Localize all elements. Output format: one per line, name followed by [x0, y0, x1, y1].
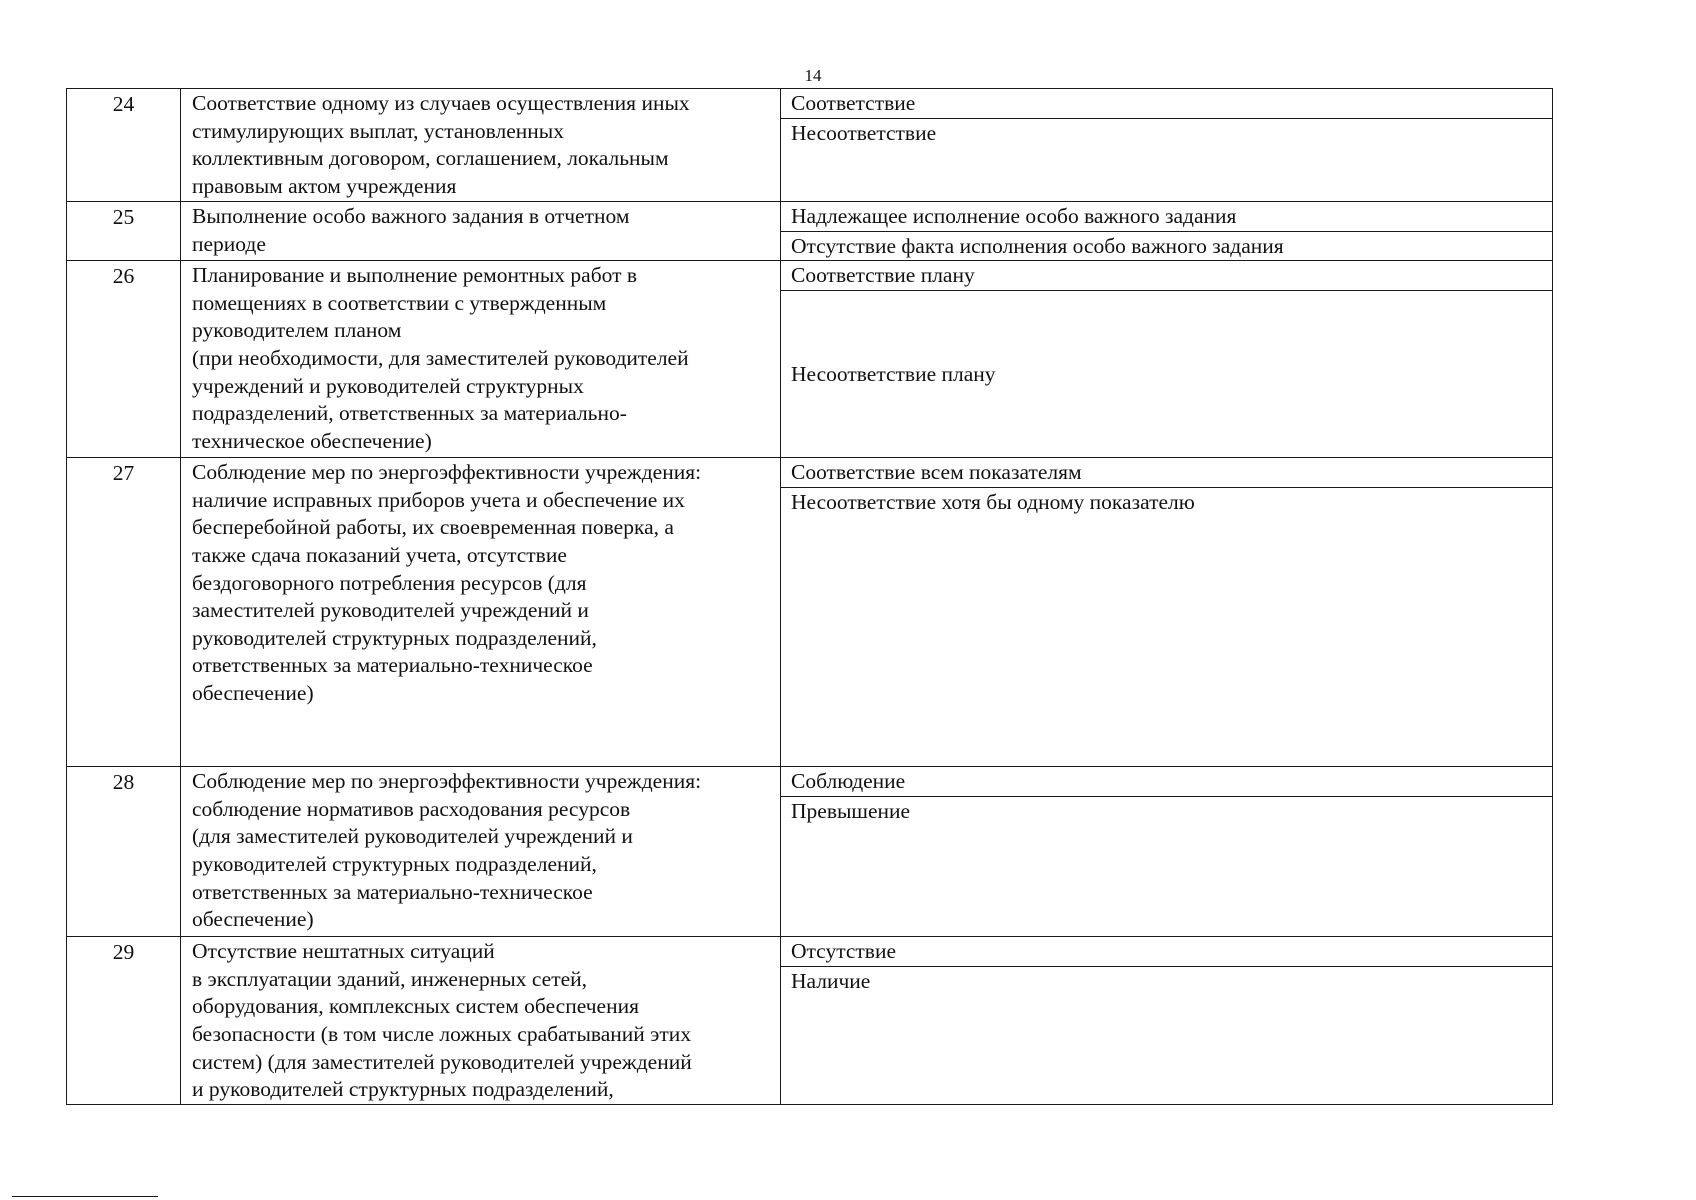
criterion-cell — [181, 767, 781, 937]
evaluation-option: Превышение — [781, 796, 1552, 936]
criterion-cell — [181, 89, 781, 202]
criterion-text: Соответствие одному из случаев осуществления иных стимулирующих выплат, установленных коллективным договором, соглашением, локальным правовым актом учреждения — [192, 91, 690, 198]
row-number: 25 — [67, 202, 181, 261]
evaluation-option: Несоответствие — [781, 118, 1552, 201]
criterion-cell — [181, 202, 781, 261]
criteria-table — [66, 88, 1553, 1105]
criterion-text: Соблюдение мер по энергоэффективности учреждения: наличие исправных приборов учета и обеспечение их бесперебойной работы, их своевременная поверка, а также сдача показаний учета, отсутствие бездоговорного потребления ресурсов (для заместителей руководителей учреждений и руководителей структурных подразделений, ответственных за материально-техническое обеспечение) — [192, 460, 702, 705]
evaluation-option: Соответствие всем показателям — [791, 460, 1082, 485]
table-row-28 — [67, 767, 1553, 937]
criterion-cell — [181, 458, 781, 767]
evaluation-option: Несоответствие хотя бы одному показателю — [781, 487, 1552, 766]
table-row-24 — [67, 89, 1553, 202]
evaluation-cell — [781, 767, 1553, 937]
evaluation-cell — [781, 937, 1553, 1105]
evaluation-option: Соответствие плану — [791, 263, 975, 288]
evaluation-cell — [781, 89, 1553, 202]
evaluation-option: Соответствие — [791, 91, 916, 115]
criterion-text: Отсутствие нештатных ситуаций в эксплуатации зданий, инженерных сетей, оборудования, комплексных систем обеспечения безопасности (в том числе ложных срабатываний этих систем) (для заместителей руководителей учреждений и руководителей структурных подразделений, — [192, 939, 692, 1102]
criterion-text: Соблюдение мер по энергоэффективности учреждения: соблюдение нормативов расходования ресурсов (для заместителей руководителей учреждений и руководителей структурных подразделений, ответственных за материально-техническое обеспечение) — [192, 769, 702, 932]
criterion-cell — [181, 937, 781, 1105]
table-row-29 — [67, 937, 1553, 1105]
evaluation-option: Соблюдение — [791, 769, 906, 794]
evaluation-option: Надлежащее исполнение особо важного задания — [791, 204, 1237, 228]
evaluation-option: Отсутствие — [791, 939, 896, 964]
criterion-text: Планирование и выполнение ремонтных работ в помещениях в соответствии с утвержденным руководителем планом (при необходимости, для заместителей руководителей учреждений и руководителей структурных подразделений, ответственных за материально- техническое обеспечение) — [192, 263, 689, 453]
footnote-separator — [12, 1196, 158, 1197]
evaluation-option: Отсутствие факта исполнения особо важного задания — [781, 231, 1552, 261]
row-number: 29 — [67, 937, 181, 1105]
table-row-26 — [67, 261, 1553, 458]
evaluation-option: Несоответствие плану — [781, 290, 1552, 457]
evaluation-cell — [781, 261, 1553, 458]
row-number: 26 — [67, 261, 181, 458]
criterion-cell — [181, 261, 781, 458]
row-number: 24 — [67, 89, 181, 202]
criterion-text: Выполнение особо важного задания в отчетном периоде — [192, 204, 630, 256]
evaluation-option: Наличие — [781, 966, 1552, 1104]
evaluation-cell — [781, 458, 1553, 767]
evaluation-cell — [781, 202, 1553, 261]
row-number: 27 — [67, 458, 181, 767]
row-number: 28 — [67, 767, 181, 937]
table-row-27 — [67, 458, 1553, 767]
table-row-25 — [67, 202, 1553, 261]
page-number: 14 — [804, 66, 822, 85]
